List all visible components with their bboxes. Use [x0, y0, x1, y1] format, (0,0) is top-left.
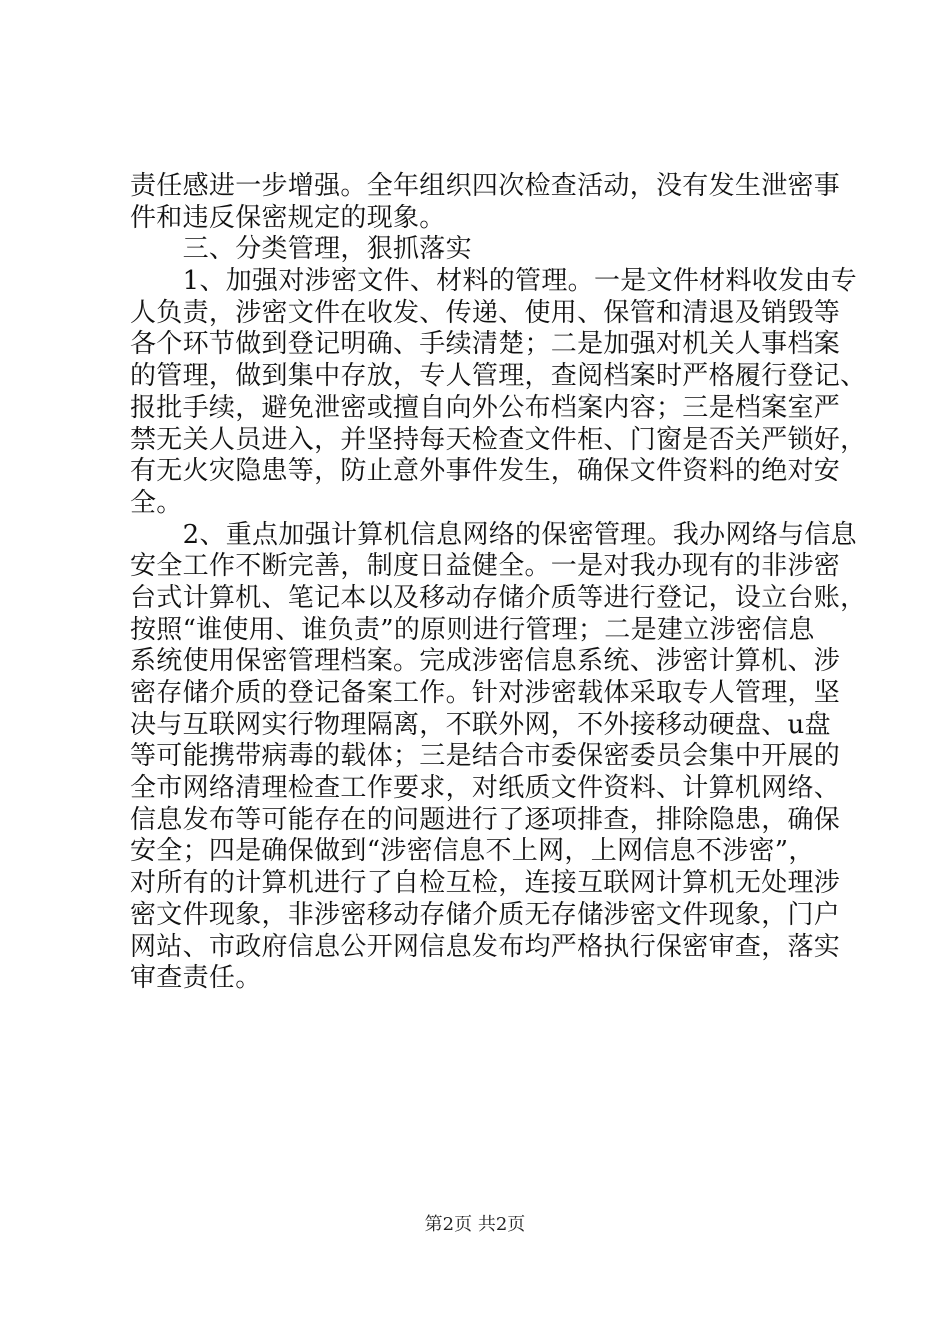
text-line: 全市网络清理检查工作要求，对纸质文件资料、计算机网络、: [130, 773, 841, 804]
page-number-footer: 第2页 共2页: [424, 1214, 526, 1235]
text-line: 安全工作不断完善，制度日益健全。一是对我办现有的非涉密: [130, 551, 841, 582]
document-body: [130, 171, 867, 995]
text-line: 对所有的计算机进行了自检互检，连接互联网计算机无处理涉: [130, 868, 841, 899]
text-line: 各个环节做到登记明确、手续清楚；二是加强对机关人事档案: [130, 329, 841, 360]
text-line: 按照“谁使用、谁负责”的原则进行管理；二是建立涉密信息: [130, 614, 815, 645]
text-line: 2、重点加强计算机信息网络的保密管理。我办网络与信息: [130, 519, 857, 550]
text-line: 密文件现象，非涉密移动存储介质无存储涉密文件现象，门户: [130, 899, 841, 930]
text-line: 报批手续，避免泄密或擅自向外公布档案内容；三是档案室严: [130, 392, 841, 423]
text-line: 网站、市政府信息公开网信息发布均严格执行保密审查，落实: [130, 931, 841, 962]
text-line: 系统使用保密管理档案。完成涉密信息系统、涉密计算机、涉: [130, 646, 841, 677]
text-line: 决与互联网实行物理隔离，不联外网，不外接移动硬盘、u盘: [130, 709, 831, 740]
text-line: 全。: [130, 487, 183, 518]
text-line: 件和违反保密规定的现象。: [130, 202, 446, 233]
text-line: 1、加强对涉密文件、材料的管理。一是文件材料收发由专: [130, 266, 857, 297]
text-line: 信息发布等可能存在的问题进行了逐项排查，排除隐患，确保: [130, 804, 841, 835]
text-line: 台式计算机、笔记本以及移动存储介质等进行登记，设立台账，: [130, 582, 867, 613]
text-line: 责任感进一步增强。全年组织四次检查活动，没有发生泄密事: [130, 171, 841, 201]
text-line: 密存储介质的登记备案工作。针对涉密载体采取专人管理，坚: [130, 678, 841, 708]
text-line: 的管理，做到集中存放，专人管理，查阅档案时严格履行登记、: [130, 361, 867, 392]
section-heading: 三、分类管理，狠抓落实: [130, 234, 472, 265]
text-line: 安全；四是确保做到“涉密信息不上网，上网信息不涉密”，: [130, 836, 815, 867]
text-line: 审查责任。: [130, 963, 262, 994]
text-line: 有无火灾隐患等，防止意外事件发生，确保文件资料的绝对安: [130, 456, 841, 487]
text-line: 禁无关人员进入，并坚持每天检查文件柜、门窗是否关严锁好，: [130, 424, 867, 455]
text-line: 等可能携带病毒的载体；三是结合市委保密委员会集中开展的: [130, 741, 841, 772]
text-line: 人负责，涉密文件在收发、传递、使用、保管和清退及销毁等: [130, 297, 841, 328]
